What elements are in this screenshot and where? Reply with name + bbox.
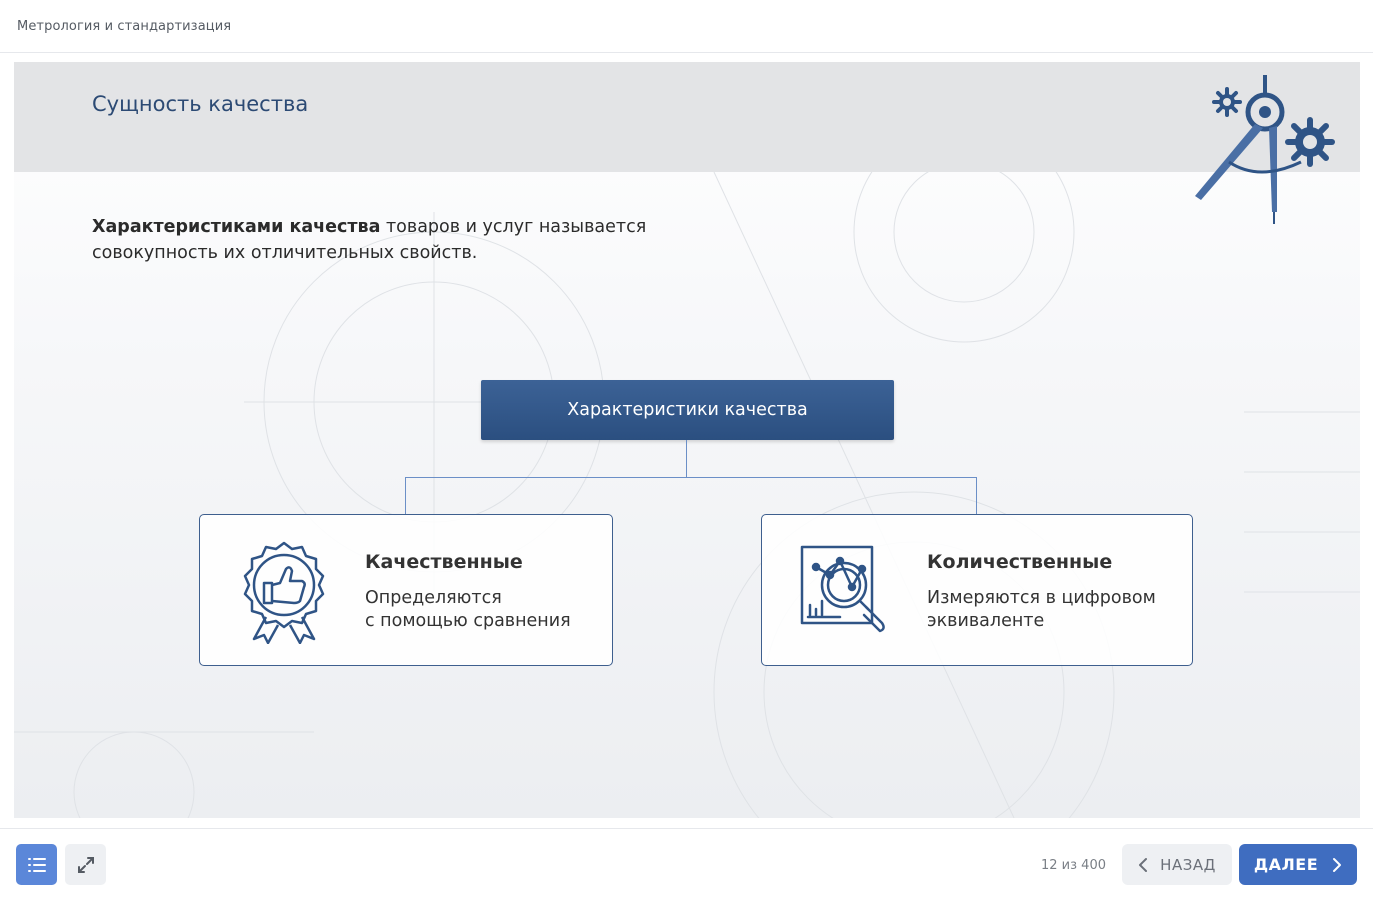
expand-icon (77, 856, 95, 874)
card-qualitative-desc-line2: с помощью сравнения (365, 611, 571, 631)
card-qualitative-desc (365, 587, 625, 633)
card-qualitative-title: Качественные (365, 551, 523, 573)
bottom-bar (0, 828, 1373, 899)
badge-thumbs-up-icon (234, 539, 334, 644)
card-qualitative-desc-line1: Определяются (365, 588, 502, 608)
card-quantitative-title: Количественные (927, 551, 1113, 573)
compass-gears-icon (1189, 72, 1339, 227)
card-quantitative-desc-line1: Измеряются в цифровом (927, 588, 1156, 608)
intro-text (92, 214, 652, 266)
chart-magnifier-icon (796, 539, 896, 644)
connector-right (976, 477, 977, 514)
diagram-root (481, 380, 894, 440)
chevron-left-icon (1138, 857, 1148, 873)
menu-button[interactable] (16, 844, 57, 885)
chevron-right-icon (1332, 857, 1342, 873)
top-bar (0, 0, 1373, 53)
course-title: Метрология и стандартизация (17, 19, 232, 34)
card-quantitative (761, 514, 1193, 666)
next-button-label: ДАЛЕЕ (1253, 855, 1319, 874)
slide-title: Сущность качества (92, 92, 309, 116)
next-button[interactable] (1239, 844, 1357, 885)
back-button-label: НАЗАД (1160, 855, 1216, 874)
background-drawing (14, 172, 1360, 818)
back-button[interactable] (1122, 844, 1232, 885)
card-quantitative-desc (927, 587, 1187, 633)
card-quantitative-desc-line2: эквиваленте (927, 611, 1045, 631)
intro-bold: Характеристиками качества (92, 217, 381, 237)
slide-header (14, 62, 1360, 172)
connector-left (405, 477, 406, 514)
fullscreen-button[interactable] (65, 844, 106, 885)
list-icon (28, 857, 46, 873)
diagram-root-label: Характеристики качества (567, 400, 808, 420)
intro-rest: товаров и услуг называется совокупность их отличительных свойств. (92, 217, 647, 263)
slide (14, 62, 1360, 818)
card-qualitative (199, 514, 613, 666)
connector-horizontal (405, 477, 977, 478)
connector-vertical (686, 440, 687, 477)
page-counter: 12 из 400 (1041, 858, 1106, 873)
